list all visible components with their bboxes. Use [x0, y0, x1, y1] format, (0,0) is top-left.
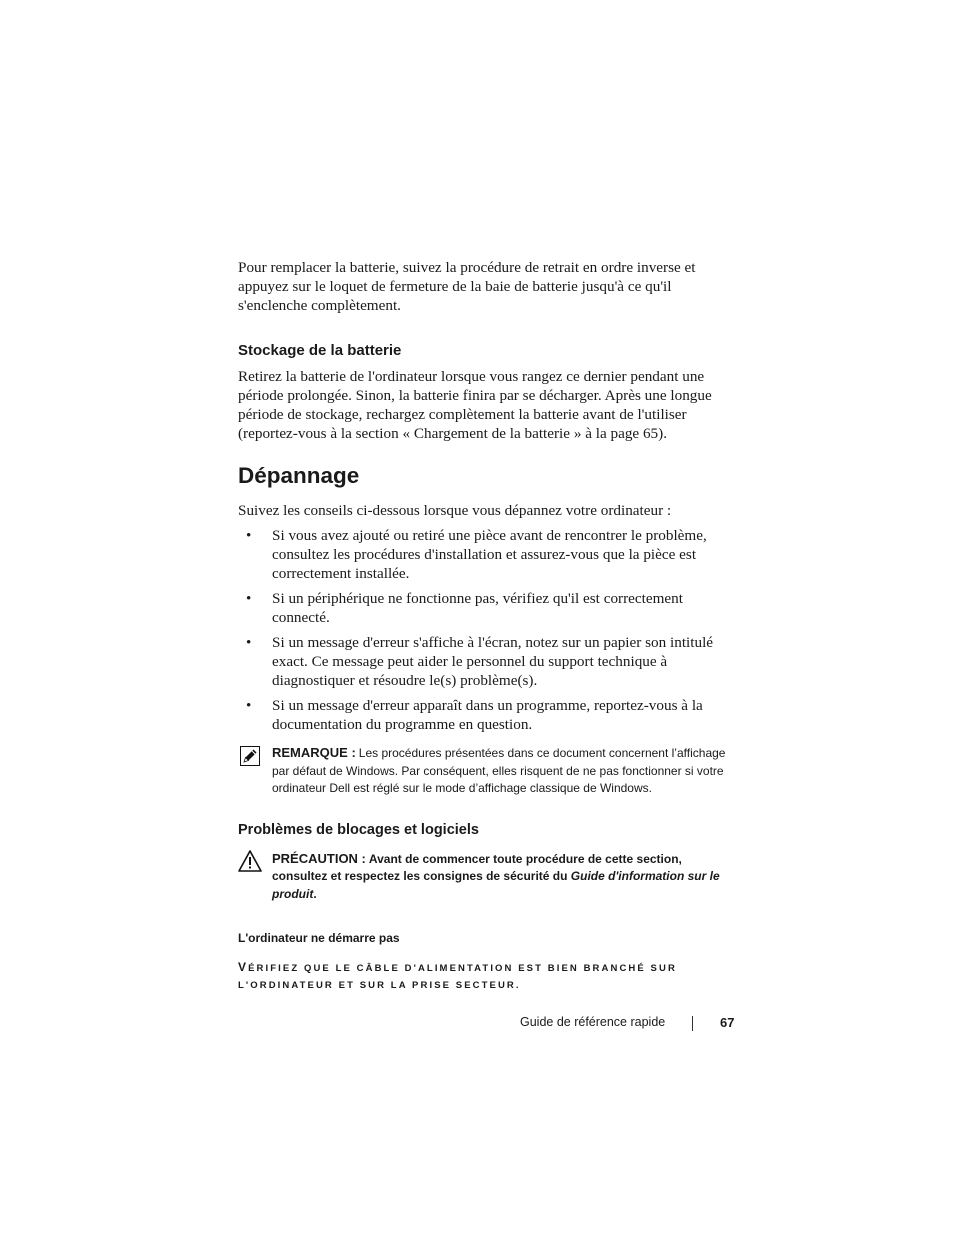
list-item [238, 633, 736, 690]
list-item-text: Si un message d'erreur s'affiche à l'écran, notez sur un papier son intitulé exact. Ce message peut aider le personnel du support technique à diagnostiquer et résoudre le(s) problème(s). [272, 634, 714, 689]
warning-triangle-icon [238, 850, 262, 878]
list-item-text: Si un message d'erreur apparaît dans un programme, reportez-vous à la documentation du programme en question. [272, 697, 703, 733]
no-start-instruction [238, 959, 736, 994]
troubleshooting-heading: Dépannage [238, 463, 360, 488]
footer-title: Guide de référence rapide [520, 1015, 666, 1029]
note-label: REMARQUE : [272, 745, 356, 760]
instruction-rest: ÉRIFIEZ QUE LE CÂBLE D'ALIMENTATION EST BIEN BRANCHÉ SUR L'ORDINATEUR ET SUR LA PRISE SECTEUR. [238, 963, 677, 991]
list-item-text: Si vous avez ajouté ou retiré une pièce avant de rencontrer le problème, consultez les procédures d'installation et assurez-vous que la pièce est correctement installée. [272, 527, 707, 582]
footer-separator [692, 1016, 693, 1031]
caution-text: Avant de commencer toute procédure de cette section, consultez et respectez les consignes de sécurité du [272, 851, 682, 883]
bullet-marker: • [246, 527, 252, 544]
caution-box [238, 850, 736, 904]
list-item [238, 589, 736, 627]
note-pencil-icon [240, 746, 260, 772]
bullet-marker: • [246, 590, 252, 607]
no-start-subheading: L'ordinateur ne démarre pas [238, 931, 400, 945]
note-text: Les procédures présentées dans ce document concernent l’affichage par défaut de Windows. Par conséquent, elles risquent de ne pas fonctionner si votre ordinateur Dell est réglé sur le mode d’affichage classique de Windows. [272, 746, 726, 795]
page-number: 67 [720, 1015, 735, 1030]
caution-end: . [313, 886, 317, 901]
storage-heading: Stockage de la batterie [238, 342, 402, 359]
troubleshooting-list [238, 526, 736, 734]
troubleshooting-intro: Suivez les conseils ci-dessous lorsque vous dépannez votre ordinateur : [238, 502, 672, 519]
storage-paragraph: Retirez la batterie de l'ordinateur lorsque vous rangez ce dernier pendant une période prolongée. Sinon, la batterie finira par se décharger. Après une longue période de stockage, rechargez complètement la batterie avant de l'utiliser (reportez-vous à la section « Chargement de la batterie » à la page 65). [238, 368, 712, 442]
lockups-heading: Problèmes de blocages et logiciels [238, 821, 479, 838]
bullet-marker: • [246, 634, 252, 651]
list-item-text: Si un périphérique ne fonctionne pas, vérifiez qu'il est correctement connecté. [272, 590, 683, 626]
page-footer [520, 1015, 735, 1030]
caution-label: PRÉCAUTION : [272, 850, 366, 866]
bullet-marker: • [246, 697, 252, 714]
list-item [238, 696, 736, 734]
page-content [238, 258, 736, 994]
note-box [238, 744, 736, 798]
instruction-initial: V [238, 960, 249, 974]
caution-guide-title: Guide d'information sur le produit [272, 869, 720, 901]
list-item [238, 526, 736, 583]
intro-paragraph: Pour remplacer la batterie, suivez la procédure de retrait en ordre inverse et appuyez sur le loquet de fermeture de la baie de batterie jusqu'à ce qu'il s'enclenche complètement. [238, 259, 696, 314]
